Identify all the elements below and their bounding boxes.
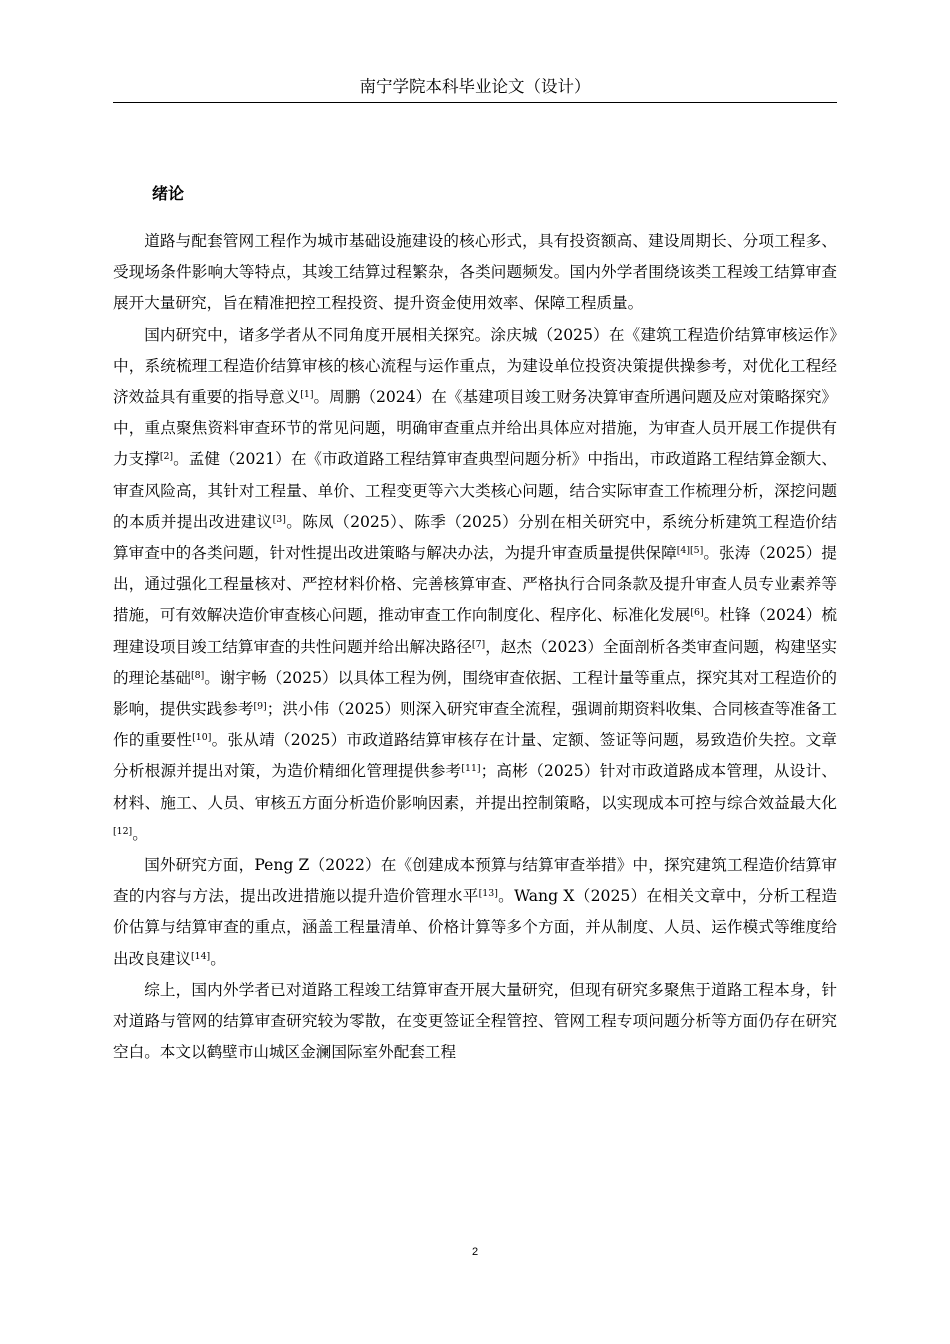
body-text xyxy=(113,226,837,1068)
text-run: 。 xyxy=(132,824,148,843)
text-run: 。张从靖（2025）市政道路结算审核存在计量、定额、签证等问题，易致造价失控。文章分析根源并提出对策，为造价精细化管理提供参考 xyxy=(113,731,837,781)
text-run: ；高彬（2025）针对市政道路成本管理，从设计、材料、施工、人员、审核五方面分析造价影响因素，并提出控制策略，以实现成本可控与综合效益最大化 xyxy=(113,762,837,812)
header-rule xyxy=(113,102,837,103)
citation-marker: [1] xyxy=(300,388,314,400)
text-run: 。 xyxy=(210,949,226,968)
citation-marker: [8] xyxy=(191,669,205,681)
text-run: ；洪小伟（2025）则深入研究审查全流程，强调前期资料收集、合同核查等准备工作的重要性 xyxy=(113,700,837,750)
page-number: 2 xyxy=(471,1246,479,1258)
text-run: 。孟健（2021）在《市政道路工程结算审查典型问题分析》中指出，市政道路工程结算金额大、审查风险高，其针对工程量、单价、工程变更等六大类核心问题，结合实际审查工作梳理分析，深挖问题的本质并提出改进建议 xyxy=(113,450,837,531)
text-run: 。周鹏（2024）在《基建项目竣工财务决算审查所遇问题及应对策略探究》中，重点聚焦资料审查环节的常见问题，明确审查重点并给出具体应对措施，为审查人员开展工作提供有力支撑 xyxy=(113,388,837,469)
text-run: 道路与配套管网工程作为城市基础设施建设的核心形式，具有投资额高、建设周期长、分项工程多、受现场条件影响大等特点，其竣工结算过程繁杂，各类问题频发。国内外学者围绕该类工程竣工结算审查展开大量研究，旨在精准把控工程投资、提升资金使用效率、保障工程质量。 xyxy=(113,232,837,313)
text-run: 国内研究中，诸多学者从不同角度开展相关探究。涂庆城（2025）在《建筑工程造价结算审核运作》中，系统梳理工程造价结算审核的核心流程与运作重点，为建设单位投资决策提供操参考，对优化工程经济效益具有重要的指导意义 xyxy=(113,325,837,407)
paragraph-2 xyxy=(113,320,837,850)
text-run: 综上，国内外学者已对道路工程竣工结算审查开展大量研究，但现有研究多聚焦于道路工程本身，针对道路与管网的结算审查研究较为零散，在变更签证全程管控、管网工程专项问题分析等方面仍存在研究空白。本文以鹤壁市山城区金澜国际室外配套工程 xyxy=(113,980,837,1062)
citation-marker: [9] xyxy=(253,700,267,712)
citation-marker: [14] xyxy=(190,950,211,962)
text-run: 。张涛（2025）提出，通过强化工程量核对、严控材料价格、完善核算审查、严格执行合同条款及提升审查人员专业素养等措施，可有效解决造价审查核心问题，推动审查工作向制度化、程序化、标准化发展 xyxy=(113,544,837,625)
paragraph-3 xyxy=(113,850,837,975)
citation-marker: [2] xyxy=(159,451,174,463)
citation-marker: [3] xyxy=(272,513,286,525)
section-title: 绪论 xyxy=(152,184,185,203)
citation-marker: [12] xyxy=(113,825,133,837)
text-run: 。杜锋（2024）梳理建设项目竣工结算审查的共性问题并给出解决路径 xyxy=(113,606,837,656)
text-run: 。谢宇畅（2025）以具体工程为例，围绕审查依据、工程计量等重点，探究其对工程造价的影响，提供实践参考 xyxy=(113,668,837,719)
citation-marker: [10] xyxy=(192,732,212,744)
citation-marker: [13] xyxy=(478,888,498,900)
text-run: 。陈凤（2025）、陈季（2025）分别在相关研究中，系统分析建筑工程造价结算审查中的各类问题，针对性提出改进策略与解决办法，为提升审查质量提供保障 xyxy=(113,512,837,563)
text-run: 国外研究方面，Peng Z（2022）在《创建成本预算与结算审查举措》中，探究建筑工程造价结算审查的内容与方法，提出改进措施以提升造价管理水平 xyxy=(113,856,837,906)
citation-marker: [4][5] xyxy=(676,544,704,556)
paragraph-1 xyxy=(113,226,837,320)
text-run: 。Wang X（2025）在相关文章中，分析工程造价估算与结算审查的重点，涵盖工程量清单、价格计算等多个方面，并从制度、人员、运作模式等维度给出改良建议 xyxy=(113,887,837,968)
citation-marker: [7] xyxy=(471,638,486,650)
paragraph-4 xyxy=(113,975,837,1069)
citation-marker: [6] xyxy=(690,607,704,619)
running-header: 南宁学院本科毕业论文（设计） xyxy=(359,77,591,96)
text-run: ，赵杰（2023）全面剖析各类审查问题，构建坚实的理论基础 xyxy=(113,637,837,687)
citation-marker: [11] xyxy=(461,763,481,775)
